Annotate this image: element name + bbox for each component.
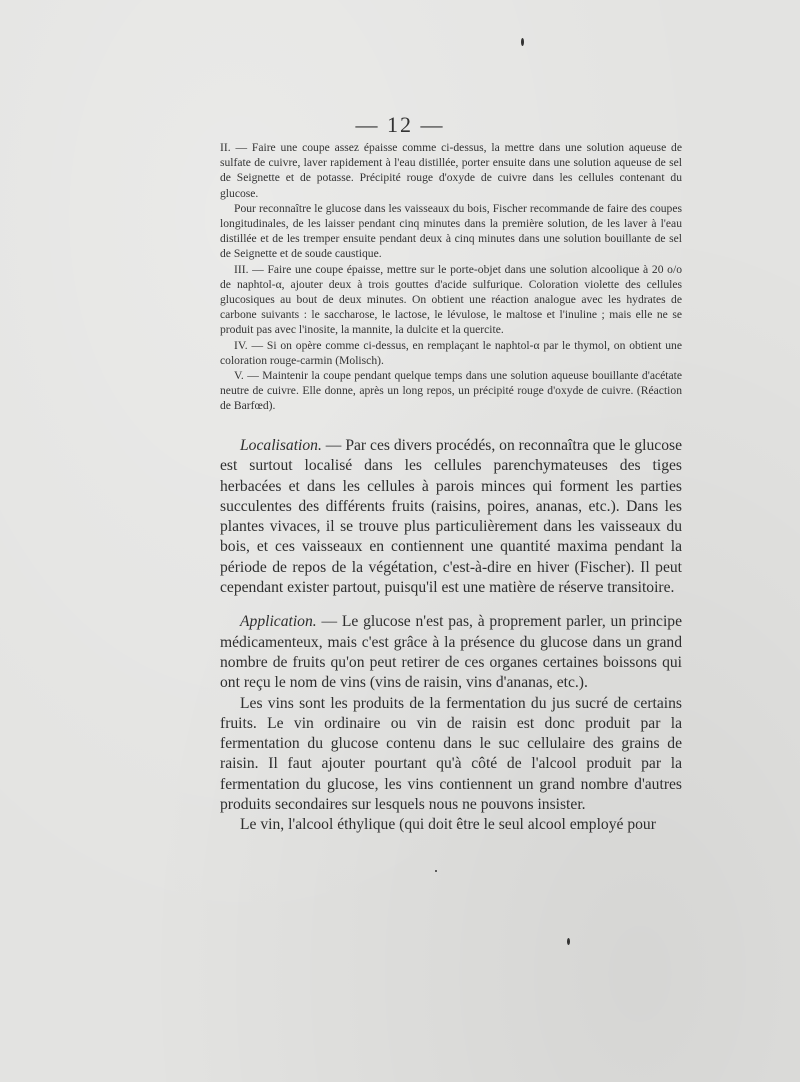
last-paragraph: Le vin, l'alcool éthylique (qui doit être le seul alcool employé pour (240, 816, 656, 834)
reaction-iv-paragraph: IV. — Si on opère comme ci-dessus, en remplaçant le naphtol-α par le thymol, on obtient une coloration rouge-carmin (Molisch). (220, 338, 682, 367)
ink-speck (521, 38, 524, 46)
application-paragraph (220, 612, 682, 693)
localisation-text: — Par ces divers procédés, on reconnaîtra que le glucose est surtout localisé dans les cellules parenchymateuses des tiges herbacées et dans les cellules à parois minces qui forment les parties succulentes des différents fruits (raisins, poires, ananas, etc.). Dans les plantes vivaces, il se trouve plus particulièrement dans les vaisseaux du bois, et ces vaisseaux en contiennent une quantité maxima pendant la période de repos de la végétation, c'est-à-dire en hiver (Fischer). Il peut cependant exister partout, puisqu'il est une matière de réserve transitoire. (220, 437, 682, 597)
application-heading: Application. (240, 613, 317, 631)
localisation-heading: Localisation. (240, 437, 322, 454)
fischer-wood-paragraph: Pour reconnaître le glucose dans les vaisseaux du bois, Fischer recommande de faire des coupes longitudinales, de les laisser pendant cinq minutes dans la première solution, de les laver à l'eau distillée et de les tremper ensuite pendant deux à cinq minutes dans une solution bouillante de sel de Seignette et de soude caustique. (220, 201, 682, 261)
reaction-ii-paragraph: II. — Faire une coupe assez épaisse comme ci-dessus, la mettre dans une solution aqueuse de sulfate de cuivre, laver rapidement à l'eau distillée, porter ensuite dans une solution aqueuse de sel de Seignette et de potasse. Précipité rouge d'oxyde de cuivre dans les cellules contenant du glucose. (220, 141, 682, 200)
localisation-paragraph (220, 436, 682, 598)
reactions-section (220, 140, 682, 414)
vins-paragraph: Les vins sont les produits de la fermentation du jus sucré de certains fruits. Le vin ordinaire ou vin de raisin est donc produit par la fermentation du glucose contenu dans le suc cellulaire des grains de raisin. Il faut ajouter pourtant qu'à côté de l'alcool produit par la fermentation du glucose, les vins contiennent un grand nombre d'autres produits secondaires sur lesquels nous ne pouvons insister. (220, 694, 682, 814)
page-number: — 12 — (355, 112, 445, 137)
main-text-section (220, 436, 682, 836)
ink-speck (567, 938, 570, 945)
application-text: — Le glucose n'est pas, à proprement parler, un principe médicamenteux, mais c'est grâce à la présence du glucose dans un grand nombre de fruits qu'on peut retirer de ces organes certaines boissons qui ont reçu le nom de vins (vins de raisin, vins d'ananas, etc.). (220, 613, 682, 692)
reaction-iii-paragraph: III. — Faire une coupe épaisse, mettre sur le porte-objet dans une solution alcoolique à 20 o/o de naphtol-α, ajouter deux à trois gouttes d'acide sulfurique. Coloration violette des cellules glucosiques au bout de deux minutes. On obtient une réaction analogue avec les hydrates de carbone suivants : le saccharose, le lactose, le lévulose, le maltose et l'inuline ; mais elle ne se produit pas avec l'inosite, la mannite, la dulcite et la quercite. (220, 262, 682, 337)
ink-speck (435, 870, 437, 872)
reaction-v-paragraph: V. — Maintenir la coupe pendant quelque temps dans une solution aqueuse bouillante d'acétate neutre de cuivre. Elle donne, après un long repos, un précipité rouge d'oxyde de cuivre. (Réaction de Barfœd). (220, 369, 682, 413)
